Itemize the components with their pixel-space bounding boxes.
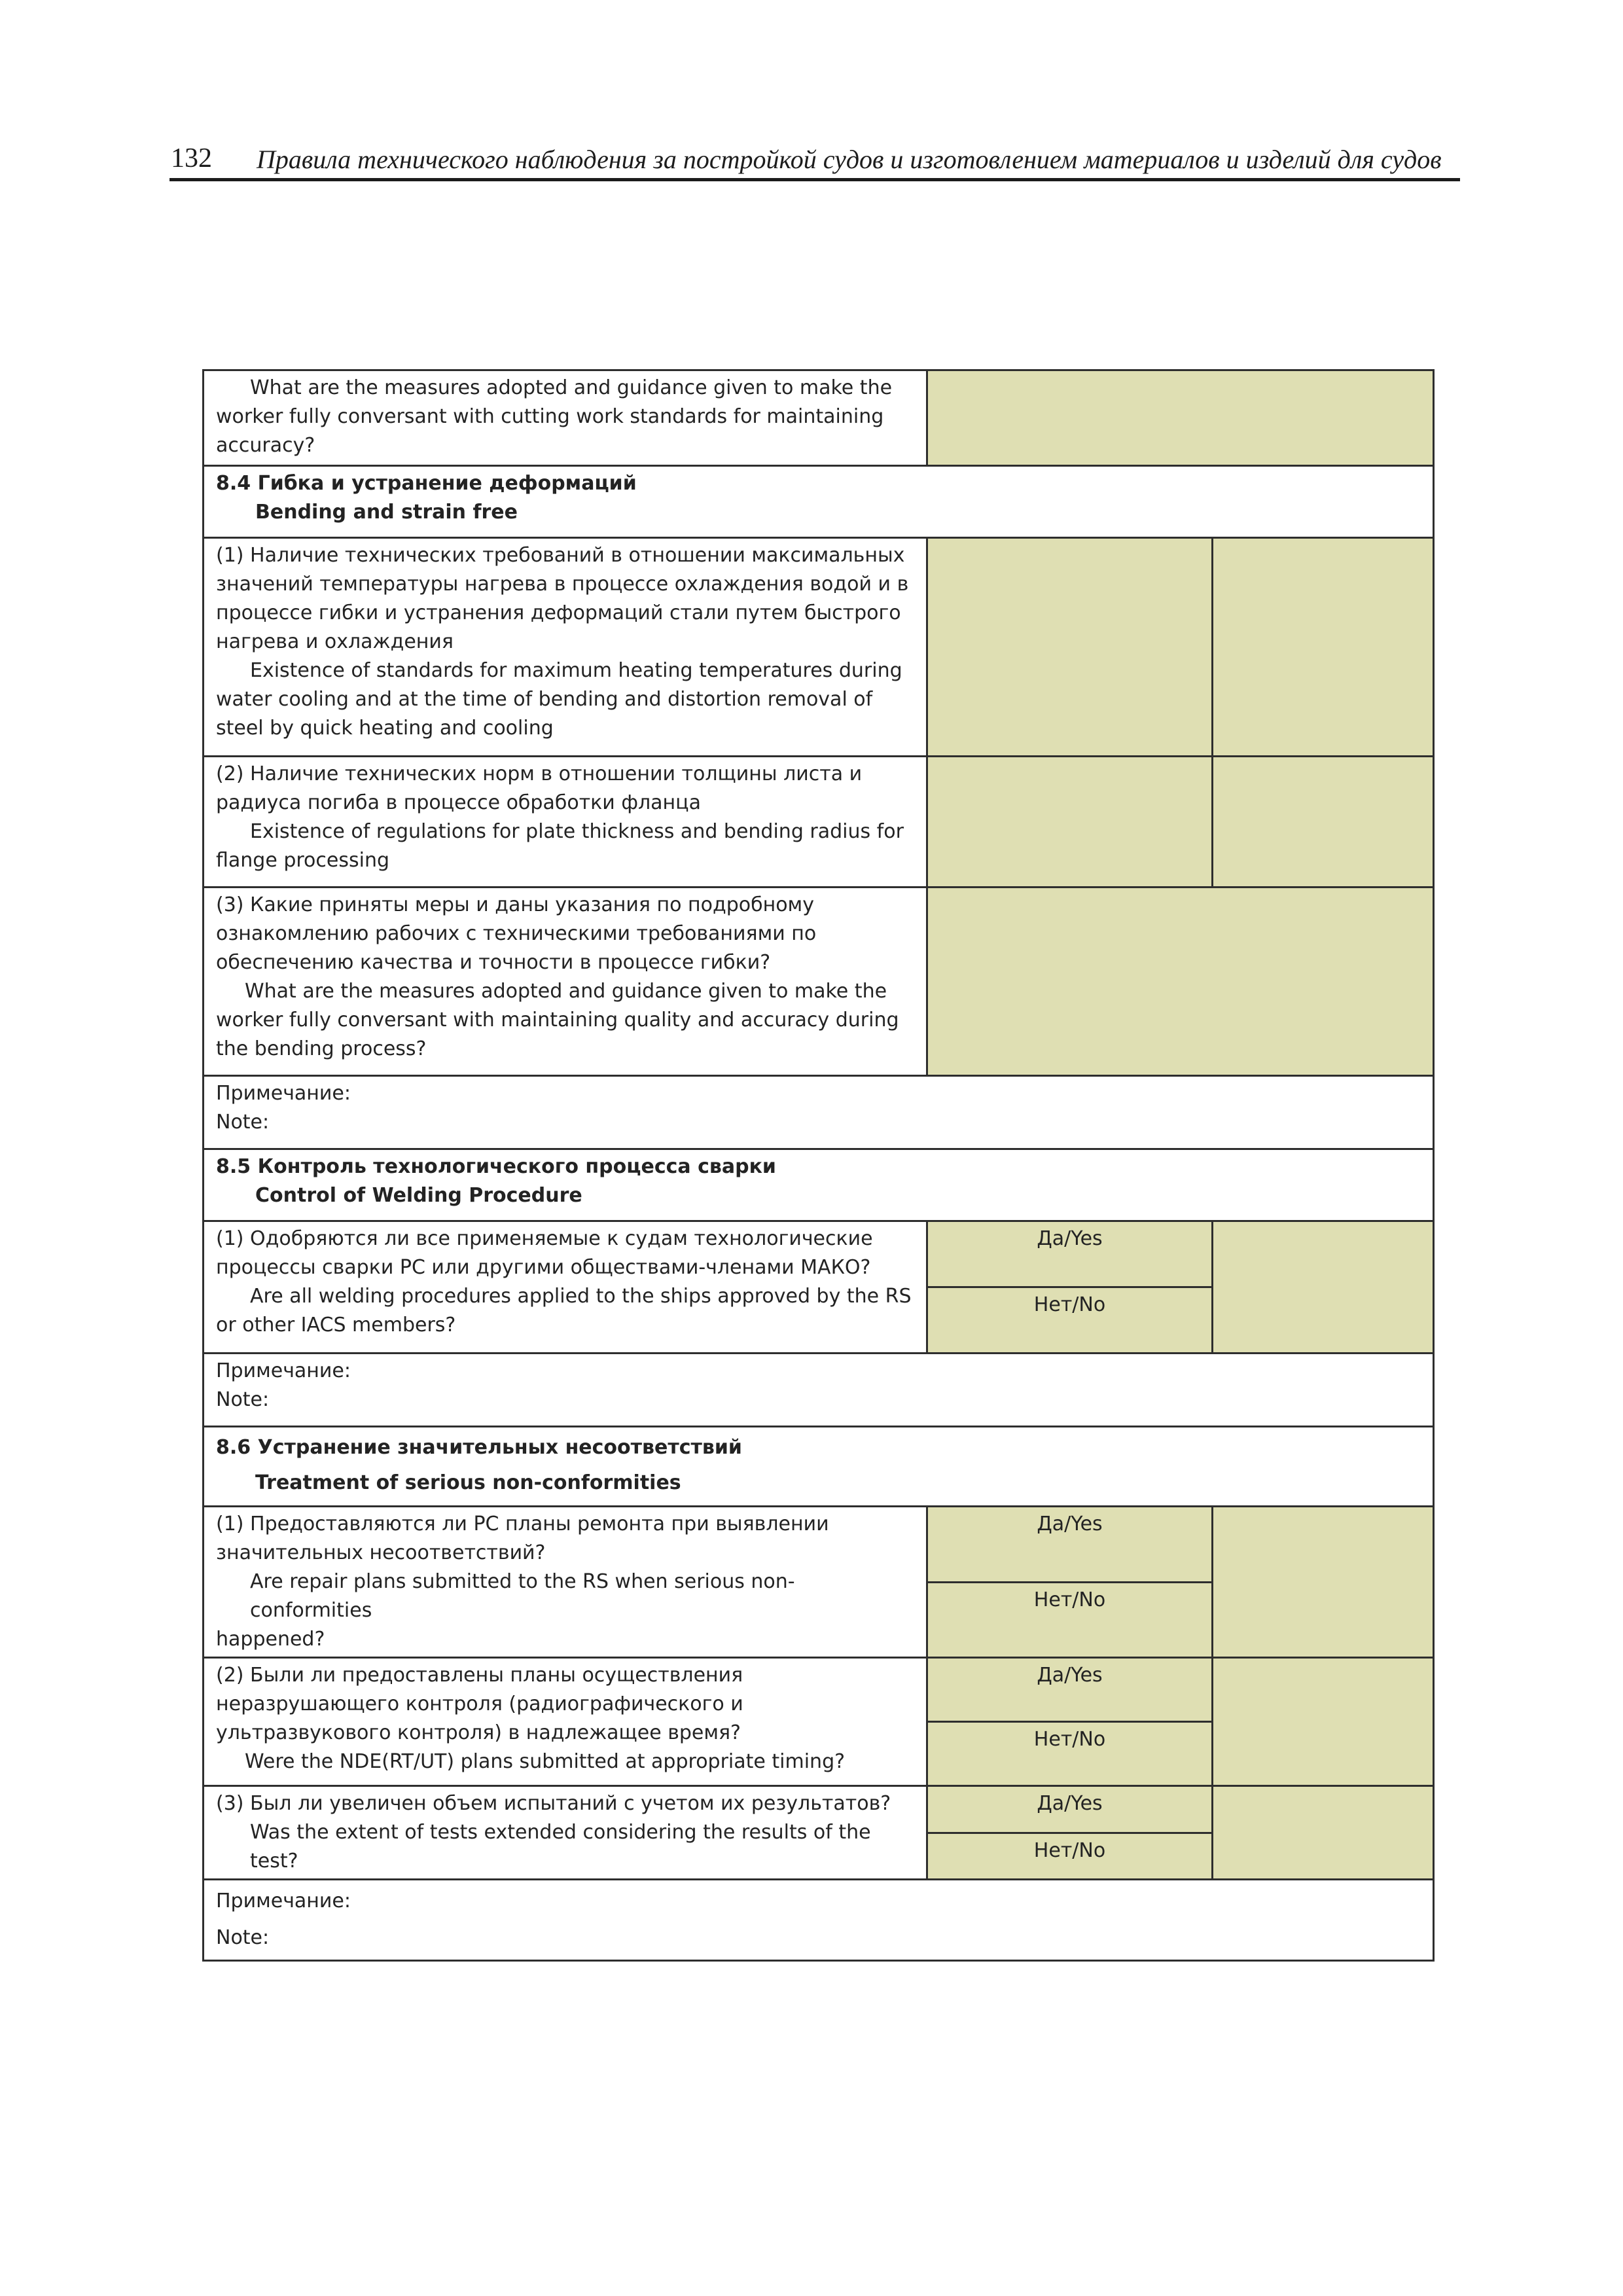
- question-ru: (3) Был ли увеличен объем испытаний с учетом их результатов?: [216, 1792, 891, 1815]
- table-row: [204, 1786, 1434, 1833]
- question-en-first: What are the measures adopted and guidance given to make the: [250, 376, 893, 399]
- yes-option[interactable]: Да/Yes: [927, 1507, 1213, 1583]
- table-row: [204, 1221, 1434, 1287]
- note-label-ru: Примечание:: [216, 1082, 351, 1105]
- note-cell[interactable]: [204, 1880, 1434, 1961]
- table-row: [204, 888, 1434, 1076]
- note-row: [204, 1076, 1434, 1149]
- section-header-row: [204, 1149, 1434, 1221]
- question-cell: [204, 1658, 927, 1786]
- question-cell: [204, 888, 927, 1076]
- yes-option[interactable]: Да/Yes: [927, 1221, 1213, 1287]
- question-ru: (3) Какие приняты меры и даны указания по подробному ознакомлению рабочих с техническими требованиями по обеспечению качества и точности в процессе гибки?: [216, 893, 817, 974]
- question-en-first: What are the measures adopted and guidance given to make the: [245, 980, 887, 1003]
- table-row: [204, 1658, 1434, 1722]
- question-en-rest: flange processing: [216, 849, 390, 872]
- table-row: [204, 1507, 1434, 1583]
- note-cell[interactable]: [204, 1354, 1434, 1427]
- answer-field[interactable]: [927, 370, 1434, 466]
- answer-field[interactable]: [927, 538, 1213, 757]
- question-en: Were the NDE(RT/UT) plans submitted at appropriate timing?: [245, 1750, 846, 1773]
- section-header: [204, 1427, 1434, 1507]
- note-row: [204, 1354, 1434, 1427]
- question-ru: (1) Одобряются ли все применяемые к судам технологические процессы сварки РС или другими обществами-членами МАКО?: [216, 1227, 873, 1279]
- section-title-en: Control of Welding Procedure: [255, 1184, 582, 1207]
- question-en-first: Are repair plans submitted to the RS when serious non-conformities: [250, 1570, 795, 1622]
- note-label-en: Note:: [216, 1111, 270, 1134]
- answer-field[interactable]: [927, 888, 1434, 1076]
- question-en-rest: worker fully conversant with maintaining quality and accuracy during the bending process?: [216, 1009, 899, 1060]
- no-option[interactable]: Нет/No: [927, 1833, 1213, 1880]
- question-cell: [204, 538, 927, 757]
- remarks-field[interactable]: [1213, 1786, 1434, 1880]
- question-en-first: Existence of regulations for plate thickness and bending radius for: [250, 820, 904, 843]
- section-header: [204, 466, 1434, 538]
- question-ru: (1) Наличие технических требований в отношении максимальных значений температуры нагрева в процессе охлаждения водой и в процессе гибки и устранения деформаций стали путем быстрого нагрева и охлаждения: [216, 544, 909, 653]
- page-header: [169, 143, 1460, 181]
- question-cell: [204, 757, 927, 888]
- question-en-rest: or other IACS members?: [216, 1314, 456, 1336]
- inspection-checklist-table: [202, 369, 1435, 1962]
- remarks-field[interactable]: [1213, 757, 1434, 888]
- question-en-rest: happened?: [216, 1628, 325, 1651]
- remarks-field[interactable]: [1213, 1221, 1434, 1354]
- table-row: [204, 538, 1434, 757]
- question-en: Was the extent of tests extended considering the results of the test?: [250, 1821, 871, 1873]
- section-title-en: Treatment of serious non-conformities: [255, 1471, 681, 1494]
- section-title-ru: 8.5 Контроль технологического процесса сварки: [216, 1155, 776, 1178]
- question-ru: (1) Предоставляются ли РС планы ремонта при выявлении значительных несоответствий?: [216, 1513, 829, 1564]
- note-label-en: Note:: [216, 1926, 270, 1949]
- section-title-ru: 8.4 Гибка и устранение деформаций: [216, 472, 637, 495]
- section-header: [204, 1149, 1434, 1221]
- page-number: 132: [171, 143, 212, 173]
- table-row: [204, 370, 1434, 466]
- note-cell[interactable]: [204, 1076, 1434, 1149]
- answer-field[interactable]: [927, 757, 1213, 888]
- question-ru: (2) Были ли предоставлены планы осуществления неразрушающего контроля (радиографического и ультразвукового контроля) в надлежащее время?: [216, 1664, 743, 1744]
- yes-option[interactable]: Да/Yes: [927, 1658, 1213, 1722]
- page-title: Правила технического наблюдения за постройкой судов и изготовлением материалов и изделий для судов: [257, 145, 1442, 174]
- table-row: [204, 757, 1434, 888]
- note-label-ru: Примечание:: [216, 1890, 351, 1912]
- question-cell: [204, 370, 927, 466]
- question-ru: (2) Наличие технических норм в отношении толщины листа и радиуса погиба в процессе обработки фланца: [216, 762, 863, 814]
- question-cell: [204, 1221, 927, 1354]
- remarks-field[interactable]: [1213, 1658, 1434, 1786]
- question-en-rest: worker fully conversant with cutting work standards for maintaining accuracy?: [216, 405, 884, 457]
- note-label-ru: Примечание:: [216, 1359, 351, 1382]
- yes-option[interactable]: Да/Yes: [927, 1786, 1213, 1833]
- question-cell: [204, 1507, 927, 1658]
- section-title-ru: 8.6 Устранение значительных несоответствий: [216, 1436, 742, 1459]
- section-header-row: [204, 466, 1434, 538]
- remarks-field[interactable]: [1213, 1507, 1434, 1658]
- question-en-first: Are all welding procedures applied to the ships approved by the RS: [250, 1285, 912, 1308]
- no-option[interactable]: Нет/No: [927, 1722, 1213, 1786]
- note-row: [204, 1880, 1434, 1961]
- section-header-row: [204, 1427, 1434, 1507]
- question-cell: [204, 1786, 927, 1880]
- section-title-en: Bending and strain free: [255, 501, 518, 524]
- question-en-first: Existence of standards for maximum heating temperatures during: [250, 659, 902, 682]
- question-en-rest: water cooling and at the time of bending and distortion removal of steel by quick heating and cooling: [216, 688, 873, 740]
- no-option[interactable]: Нет/No: [927, 1287, 1213, 1354]
- note-label-en: Note:: [216, 1388, 270, 1411]
- no-option[interactable]: Нет/No: [927, 1582, 1213, 1658]
- remarks-field[interactable]: [1213, 538, 1434, 757]
